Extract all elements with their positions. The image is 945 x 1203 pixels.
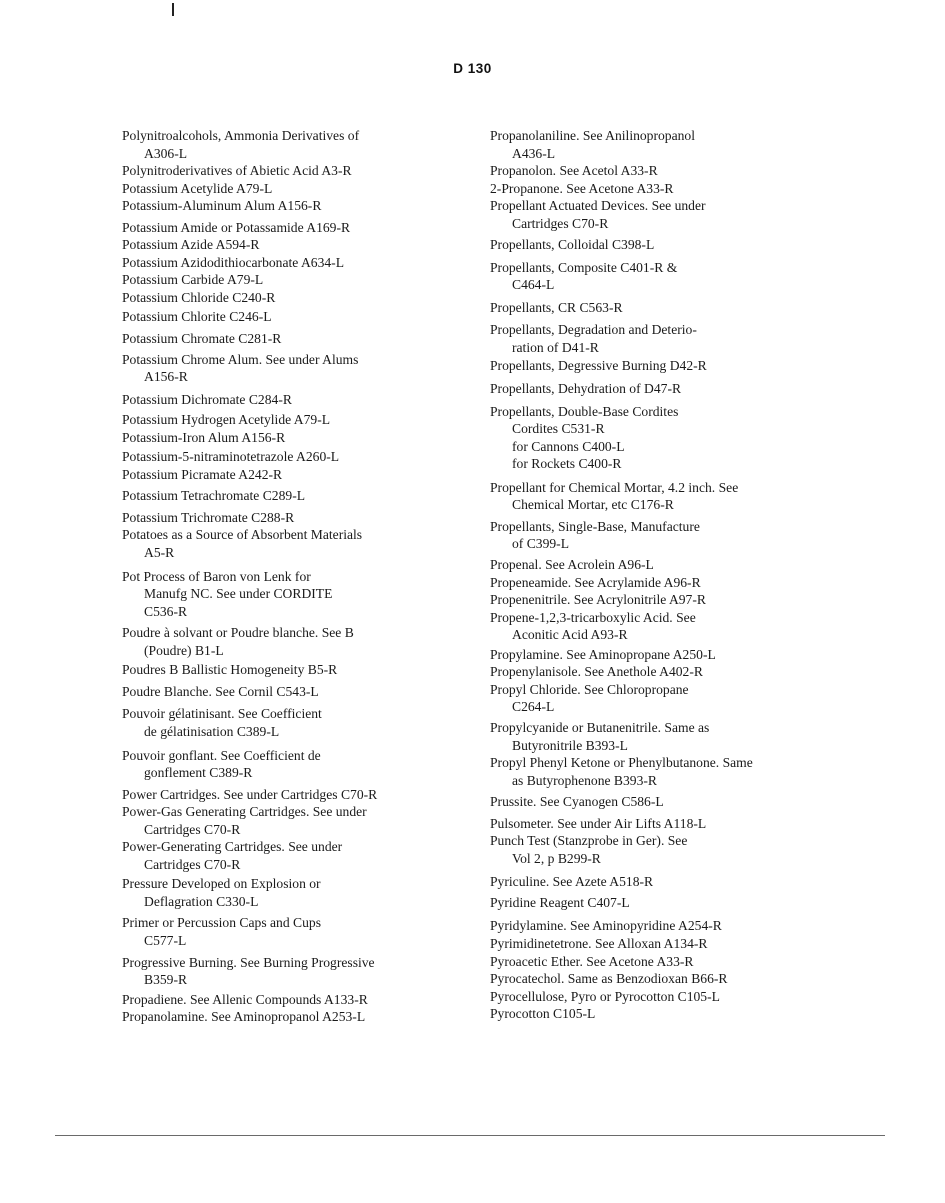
index-entry: Power-Gas Generating Cartridges. See under Cartridges C70-R	[122, 804, 367, 837]
index-entry: Propene-1,2,3-tricarboxylic Acid. See Aconitic Acid A93-R	[490, 609, 696, 643]
index-column-right	[490, 127, 820, 1023]
index-entry: Pyroacetic Ether. See Acetone A33-R	[490, 953, 694, 969]
index-entry: Pouvoir gonflant. See Coefficient de gonflement C389-R	[122, 747, 321, 781]
index-entry: Pyridine Reagent C407-L	[490, 894, 630, 910]
index-entry: Power-Generating Cartridges. See under Cartridges C70-R	[122, 839, 343, 872]
index-entry: Poudres B Ballistic Homogeneity B5-R	[122, 662, 338, 678]
index-entry: Propellants, Dehydration of D47-R	[490, 381, 682, 397]
index-entry: Progressive Burning. See Burning Progressive B359-R	[122, 954, 375, 988]
index-entry: Potassium Chloride C240-R	[122, 289, 276, 305]
index-entry: Potassium Picramate A242-R	[122, 466, 283, 482]
index-entry: Potassium Azidodithiocarbonate A634-L	[122, 254, 344, 270]
index-entry: Potassium Tetrachromate C289-L	[122, 488, 306, 504]
index-entry: Potassium Azide A594-R	[122, 237, 260, 253]
index-entry: Propellants, Degradation and Deterio- ration of D41-R	[490, 322, 697, 356]
index-entry: Polynitroderivatives of Abietic Acid A3-R	[122, 163, 352, 179]
index-entry: Poudre à solvant or Poudre blanche. See B (Poudre) B1-L	[122, 625, 354, 658]
index-entry: Potassium Chlorite C246-L	[122, 309, 272, 325]
index-entry: Poudre Blanche. See Cornil C543-L	[122, 683, 319, 699]
index-entry: Pouvoir gélatinisant. See Coefficient de gélatinisation C389-L	[122, 706, 322, 739]
index-entry: Propellant for Chemical Mortar, 4.2 inch. See Chemical Mortar, etc C176-R	[490, 479, 739, 513]
index-entry: Propenylanisole. See Anethole A402-R	[490, 664, 703, 680]
index-entry: Pyridylamine. See Aminopyridine A254-R	[490, 918, 722, 934]
index-entry: Potassium Dichromate C284-R	[122, 391, 292, 407]
index-entry: Pulsometer. See under Air Lifts A118-L	[490, 815, 707, 831]
index-entry: Propellants, Double-Base Cordites Cordites C531-R for Cannons C400-L for Rockets C400-R	[490, 403, 679, 472]
index-entry: Potassium-5-nitraminotetrazole A260-L	[122, 449, 340, 465]
index-entry: Propanolon. See Acetol A33-R	[490, 163, 658, 179]
index-entry: Potassium Chromate C281-R	[122, 331, 282, 347]
page-number-header: D 130	[453, 61, 492, 76]
index-entry: Propadiene. See Allenic Compounds A133-R	[122, 991, 368, 1007]
index-entry: Pyrimidinetetrone. See Alloxan A134-R	[490, 935, 708, 951]
index-entry: Propanolaniline. See Anilinopropanol A436-L	[490, 128, 696, 161]
index-entry: Pyrocotton C105-L	[490, 1006, 596, 1022]
index-entry: Pressure Developed on Explosion or Deflagration C330-L	[122, 876, 321, 909]
index-entry: Pot Process of Baron von Lenk for Manufg NC. See under CORDITE C536-R	[122, 568, 333, 619]
index-entry: Propyl Phenyl Ketone or Phenylbutanone. Same as Butyrophenone B393-R	[490, 755, 753, 788]
index-entry: Potassium-Iron Alum A156-R	[122, 429, 286, 445]
index-entry: Pyrocatechol. Same as Benzodioxan B66-R	[490, 971, 728, 987]
index-entry: Prussite. See Cyanogen C586-L	[490, 794, 664, 810]
index-entry: Propeneamide. See Acrylamide A96-R	[490, 574, 701, 590]
index-entry: Pyrocellulose, Pyro or Pyrocotton C105-L	[490, 988, 720, 1004]
index-entry: Propellants, CR C563-R	[490, 299, 623, 315]
index-entry: Propellants, Composite C401-R & C464-L	[490, 259, 678, 293]
index-entry: Potassium Amide or Potassamide A169-R	[122, 219, 351, 235]
index-entry: Propellants, Colloidal C398-L	[490, 237, 655, 253]
index-entry: Potassium Hydrogen Acetylide A79-L	[122, 412, 331, 428]
index-entry: 2-Propanone. See Acetone A33-R	[490, 180, 674, 196]
index-entry: Propellants, Degressive Burning D42-R	[490, 357, 707, 373]
index-entry: Propyl Chloride. See Chloropropane C264-L	[490, 681, 689, 715]
bottom-rule	[55, 1135, 885, 1136]
index-entry: Primer or Percussion Caps and Cups C577-L	[122, 915, 321, 948]
index-entry: Potatoes as a Source of Absorbent Materials A5-R	[122, 527, 363, 561]
index-entry: Propellants, Single-Base, Manufacture of C399-L	[490, 518, 700, 552]
index-entry: Propylamine. See Aminopropane A250-L	[490, 646, 716, 662]
index-entry: Pyriculine. See Azete A518-R	[490, 874, 654, 890]
index-entry: Propanolamine. See Aminopropanol A253-L	[122, 1009, 366, 1025]
index-column-left	[122, 127, 462, 1026]
index-entry: Propenal. See Acrolein A96-L	[490, 557, 654, 573]
index-entry: Potassium Chrome Alum. See under Alums A156-R	[122, 351, 359, 385]
index-entry: Propellant Actuated Devices. See under Cartridges C70-R	[490, 198, 706, 231]
index-entry: Propylcyanide or Butanenitrile. Same as Butyronitrile B393-L	[490, 719, 710, 753]
index-entry: Propenenitrile. See Acrylonitrile A97-R	[490, 592, 706, 608]
index-entry: Potassium Trichromate C288-R	[122, 509, 295, 525]
index-entry: Power Cartridges. See under Cartridges C70-R	[122, 786, 378, 802]
index-entry: Polynitroalcohols, Ammonia Derivatives of A306-L	[122, 128, 360, 161]
index-entry: Potassium-Aluminum Alum A156-R	[122, 198, 322, 214]
index-entry: Potassium Carbide A79-L	[122, 272, 264, 288]
index-entry: Potassium Acetylide A79-L	[122, 180, 273, 196]
stray-mark	[172, 3, 174, 16]
index-entry: Punch Test (Stanzprobe in Ger). See Vol 2, p B299-R	[490, 833, 688, 866]
